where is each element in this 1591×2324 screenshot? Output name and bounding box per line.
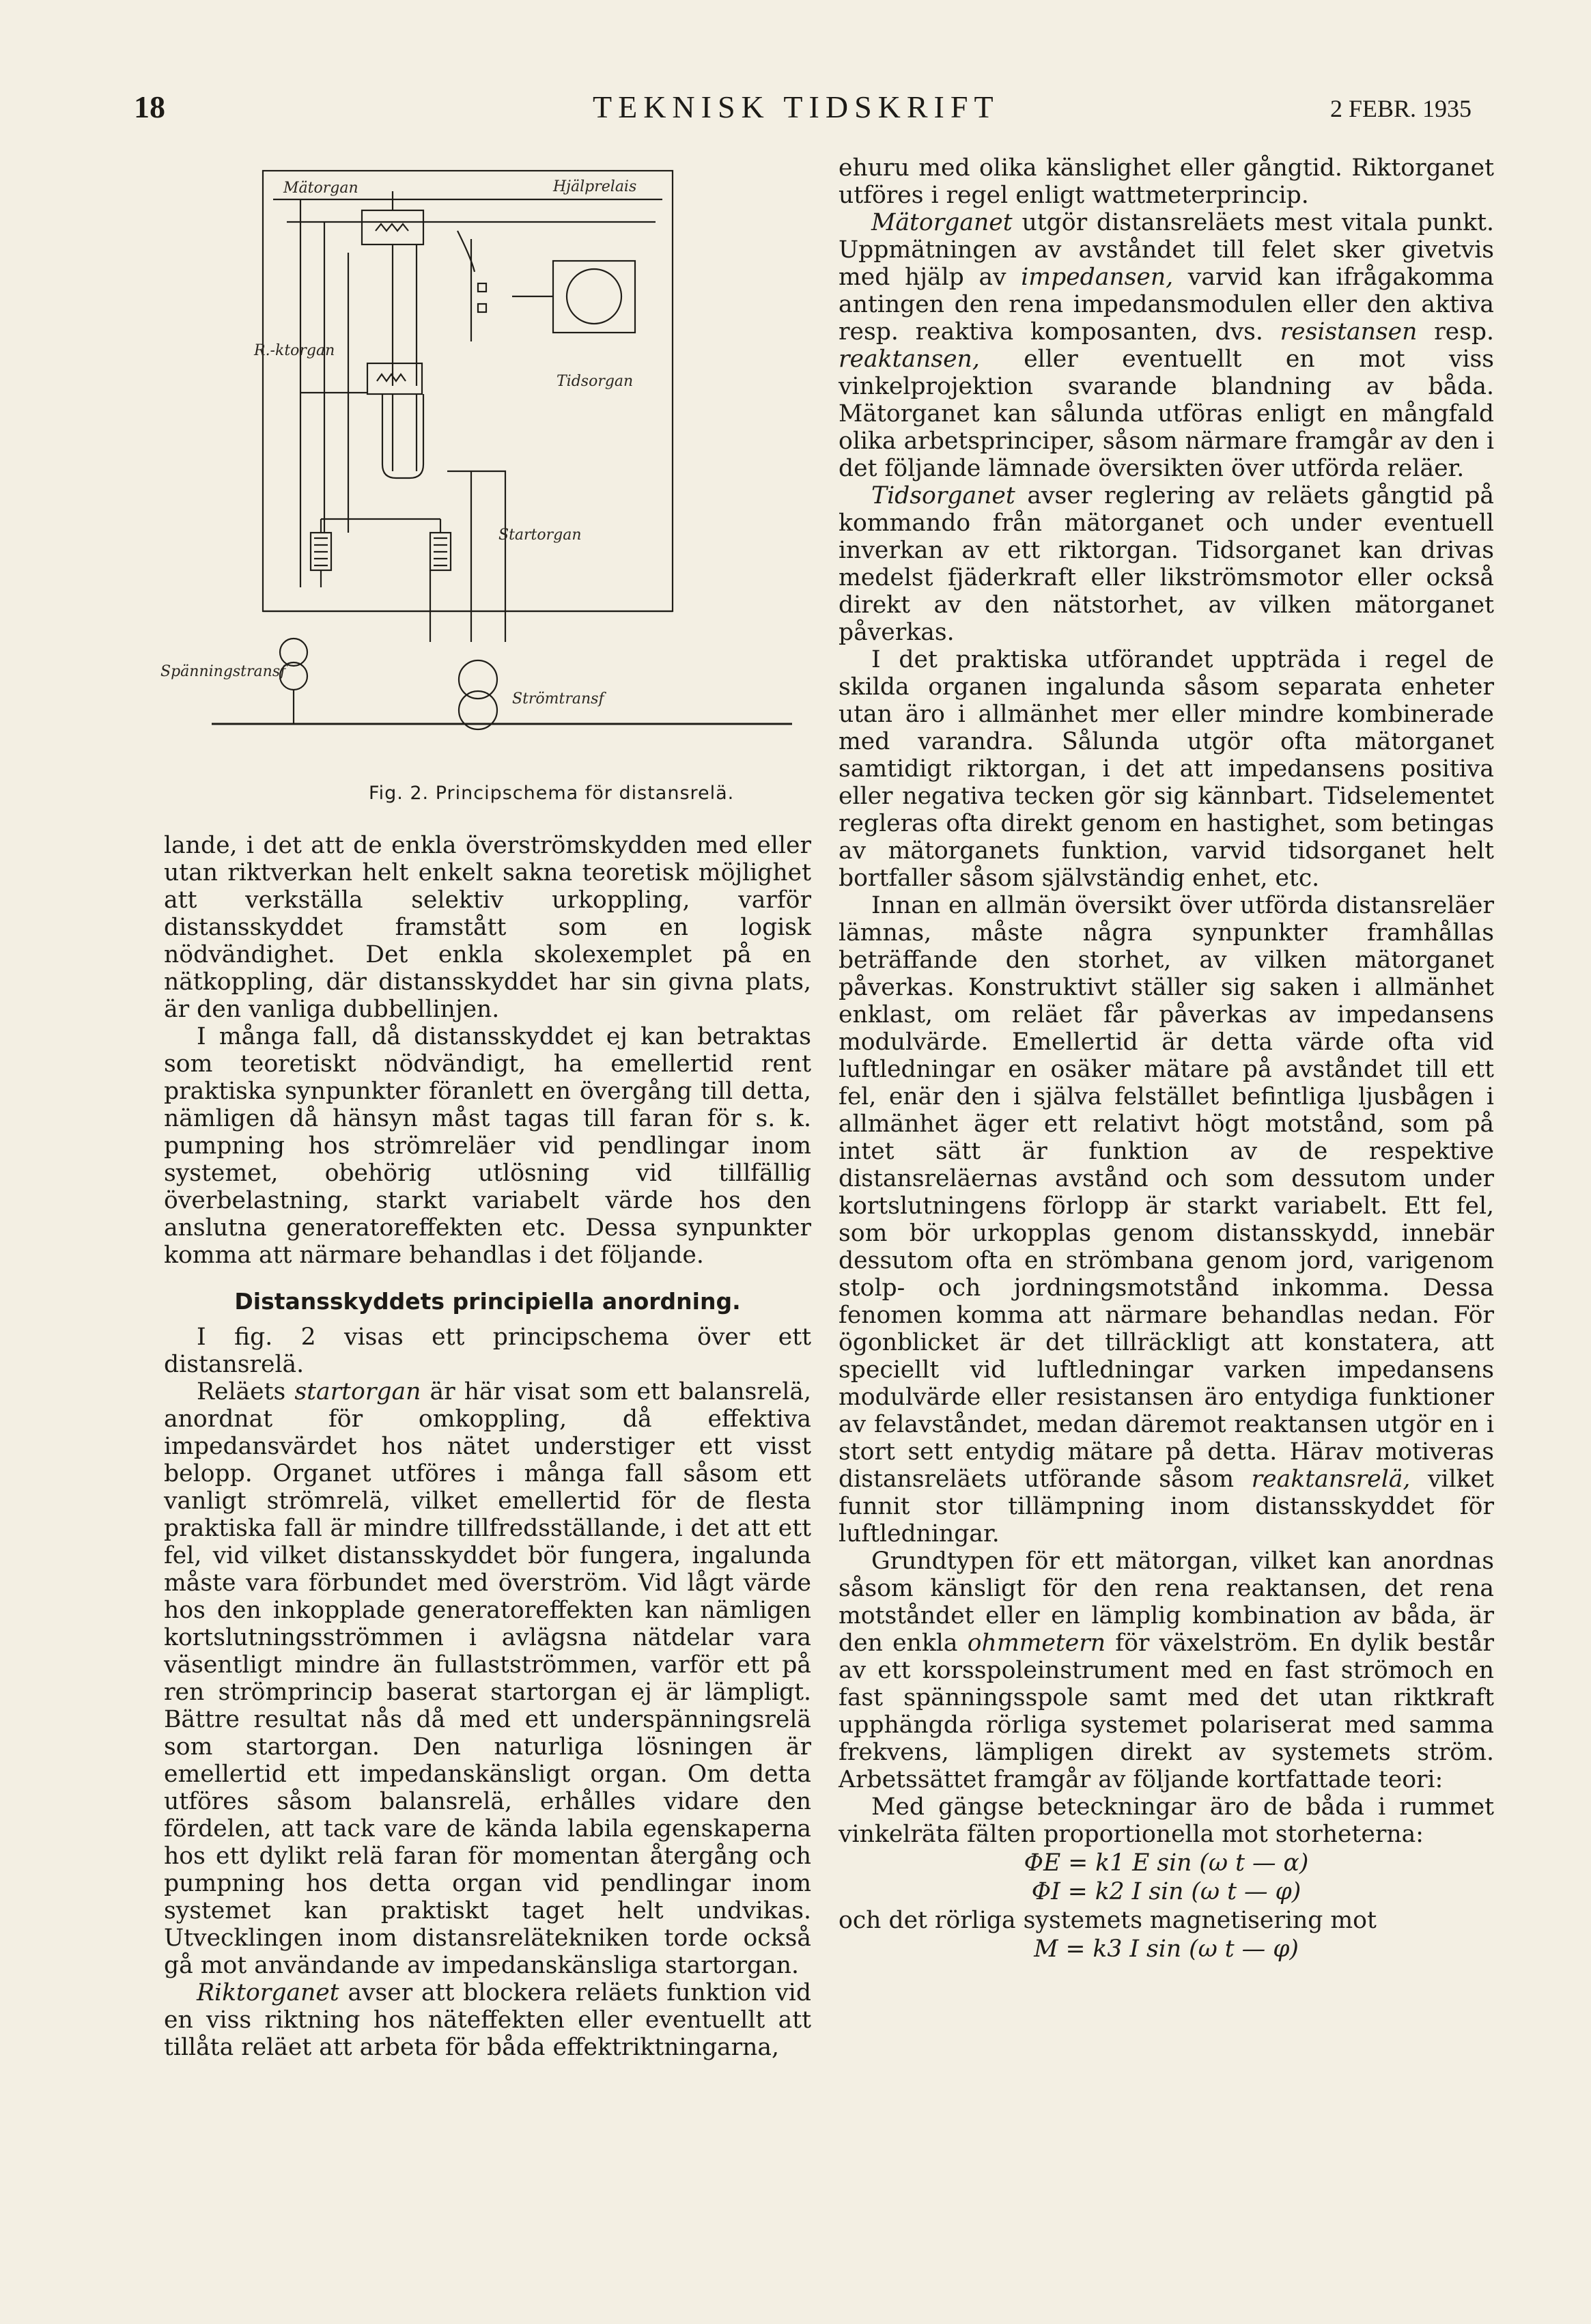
- paragraph: I fig. 2 visas ett principschema över ett distansrelä.: [164, 1324, 811, 1378]
- paragraph: Grundtypen för ett mätorgan, vilket kan anordnas såsom känsligt för den rena reaktansen, det rena motståndet eller en lämplig kombination av båda, är den enkla ohmmetern för växelström. En dylik består av ett korsspoleinstrument med en fast strömoch en fast spänningsspole samt med det utan riktkraft upphängda rörliga systemet polariserat med samma frekvens, lämpligen direkt av systemets ström. Arbetssättet framgår av följande kortfattade teori:: [839, 1548, 1494, 1793]
- equation-phi-i: ΦI = k2 I sin (ω t — φ): [1031, 1878, 1301, 1905]
- paragraph: Reläets startorgan är här visat som ett balansrelä, anordnat för omkoppling, då effektiva impedansvärdet hos nätet understiger ett visst belopp. Organet utföres i många fall såsom ett vanligt strömrelä, vilket emellertid för de flesta praktiska fall är mindre tillfredsställande, i det att ett fel, vid vilket distansskyddet bör fungera, ingalunda måste vara förbundet med överström. Vid lågt värde hos den inkopplade generatoreffekten kan nämligen kortslutningsströmmen i avlägsna nätdelar vara väsentligt mindre än fullastströmmen, varför ett på ren strömprincip baserat startorgan ej är lämpligt. Bättre resultat nås då med ett underspänningsrelä som startorgan. Den naturliga lösningen är emellertid ett impedanskänsligt organ. Om detta utföres såsom balansrelä, erhålles vidare den fördelen, att tack vare de kända labila egenskaperna hos ett dylikt relä faran för momentan återgång och pumpning hos detta organ vid pendlingar inom systemet kan praktiskt taget helt undvikas. Utvecklingen inom distansrelätekniken torde också gå mot användande av impedanskänsliga startorgan.: [164, 1378, 811, 1979]
- paragraph: Mätorganet utgör distansreläets mest vitala punkt. Uppmätningen av avståndet till felet sker givetvis med hjälp av impedansen, varvid kan ifrågakomma antingen den rena impedansmodulen eller den aktiva resp. reaktiva komposanten, dvs. resistansen resp. reaktansen, eller eventuellt en mot viss vinkelprojektion svarande blandning av båda. Mätorganet kan sålunda utföras enligt en mångfald olika arbetsprinciper, såsom närmare framgår av den i det följande lämnade översikten över utförda reläer.: [839, 209, 1494, 482]
- label-startorgan: Startorgan: [498, 527, 582, 544]
- paragraph: Innan en allmän översikt över utförda distansreläer lämnas, måste några synpunkter framhållas beträffande den storhet, av vilken mätorganet påverkas. Konstruktivt ställer sig saken i allmänhet enklast, om reläet får påverkas av impedansens modulvärde. Emellertid är detta värde ofta vid luftledningar en osäker mätare på avståndet till ett fel, enär den i själva felstället befintliga ljusbågen i allmänhet äger ett relativt högt motstånd, som på intet sätt är funktion av de respektive distansreläernas avstånd och som dessutom under kortslutningens förlopp är starkt variabelt. Ett fel, som bör urkopplas genom distansskydd, innebär dessutom ofta en strömbana genom jord, varigenom stolp- och jordningsmotstånd inkomma. Dessa fenomen komma att närmare behandlas nedan. För ögonblicket är det tillräckligt att konstatera, att speciellt vid luftledningar varken impedansens modulvärde eller resistansen äro entydiga funktioner av felavståndet, medan däremot reaktansen utgör en i stort sett entydig mätare på detta. Härav motiveras distansreläets utförande såsom reaktansrelä, vilket funnit stor tillämpning inom distansskyddet för luftledningar.: [839, 892, 1494, 1548]
- paragraph: och det rörliga systemets magnetisering mot: [839, 1907, 1377, 1934]
- tidsorgan-housing: [553, 261, 635, 333]
- relay-schematic-diagram: [160, 150, 799, 779]
- page-number: 18: [134, 89, 165, 124]
- figure-caption: Fig. 2. Principschema för distansrelä.: [369, 783, 735, 804]
- journal-title: TEKNISK TIDSKRIFT: [593, 89, 1000, 124]
- section-heading: Distansskyddets principiella anordning.: [234, 1288, 741, 1315]
- paragraph: Med gängse beteckningar äro de båda i rummet vinkelräta fälten proportionella mot storheterna:: [839, 1793, 1494, 1848]
- paragraph: lande, i det att de enkla överströmskydden med eller utan riktverkan helt enkelt sakna teoretisk möjlighet att verkställa selektiv urkoppling, varför distansskyddet framstått som en logisk nödvändighet. Det enkla skolexemplet på en nätkoppling, där distansskyddet har sin givna plats, är den vanliga dubbellinjen.: [164, 832, 811, 1023]
- paragraph: Tidsorganet avser reglering av reläets gångtid på kommando från mätorganet och under eventuell inverkan av ett riktorgan. Tidsorganet kan drivas medelst fjäderkraft eller likströmsmotor eller också direkt av den nätstorhet, av vilken mätorganet påverkas.: [839, 482, 1494, 646]
- current-transformer-upper: [459, 660, 497, 699]
- equation-phi-e: ΦE = k1 E sin (ω t — α): [1024, 1849, 1309, 1877]
- right-column: [839, 154, 1494, 1964]
- tidsorgan-dial: [567, 269, 621, 324]
- equation-m: M = k3 I sin (ω t — φ): [1034, 1935, 1299, 1963]
- label-riktorgan: R.-ktorgan: [254, 342, 335, 359]
- paragraph: I många fall, då distansskyddet ej kan betraktas som teoretiskt nödvändigt, ha emellertid rent praktiska synpunkter föranlett en övergång till detta, nämligen då hänsyn måst tagas till faran för s. k. pumpning hos strömreläer vid pendlingar inom systemet, obehörig utlösning vid tillfällig överbelastning, starkt variabelt värde hos den anslutna generatoreffekten etc. Dessa synpunkter komma att närmare behandlas i det följande.: [164, 1023, 811, 1269]
- label-spanningstransf: Spänningstransf: [160, 663, 286, 680]
- matorgan-element: [362, 210, 423, 244]
- left-column: [164, 832, 811, 2061]
- label-hjalprele: Hjälprelais: [553, 178, 637, 195]
- paragraph: ehuru med olika känslighet eller gångtid. Riktorganet utföres i regel enligt wattmeterprincip.: [839, 154, 1494, 209]
- label-matorgan: Mätorgan: [283, 180, 358, 197]
- paragraph: I det praktiska utförandet uppträda i regel de skilda organen ingalunda såsom separata enheter utan äro i allmänhet mer eller mindre kombinerade med varandra. Sålunda utgör ofta mätorganet samtidigt riktorgan, i det att impedansens positiva eller negativa tecken gör sig kännbart. Tidselementet regleras ofta direkt genom en hastighet, som betingas av mätorganets funktion, varvid tidsorganet helt bortfaller såsom självständig enhet, etc.: [839, 646, 1494, 892]
- label-tidsorgan: Tidsorgan: [557, 373, 634, 390]
- paragraph: Riktorganet avser att blockera reläets funktion vid en viss riktning hos näteffekten eller eventuellt att tillåta reläet att arbeta för båda effektriktningarna,: [164, 1979, 811, 2061]
- issue-date: 2 FEBR. 1935: [1330, 95, 1472, 122]
- label-stromtransf: Strömtransf: [512, 690, 604, 708]
